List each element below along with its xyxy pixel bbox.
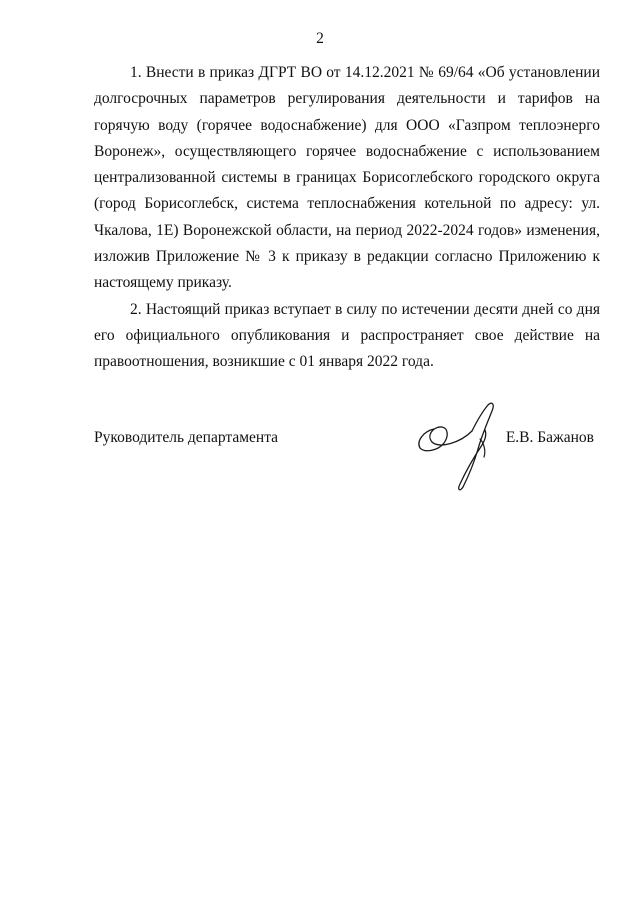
signature-block [94, 428, 600, 468]
handwritten-signature [412, 395, 512, 495]
signer-position: Руководитель департамента [94, 429, 279, 446]
signature-stroke-tall [459, 403, 493, 490]
signer-name: Е.В. Бажанов [505, 429, 594, 446]
paragraph-1: 1. Внести в приказ ДГРТ ВО от 14.12.2021 № 69/64 «Об установлении долгосрочных параметров регулирования деятельности и тарифов на горячую воду (горячее водоснабжение) для ООО «Газпром теплоэнерго Воронеж», осуществляющего горячее водоснабжение с использованием централизованной системы в границах Борисоглебского городского округа (город Борисоглебск, система теплоснабжения котельной по адресу: ул. Чкалова, 1Е) Воронежской области, на период 2022-2024 годов» изменения, изложив Приложение № 3 к приказу в редакции согласно Приложению к настоящему приказу. [94, 64, 600, 292]
page-number: 2 [316, 30, 324, 47]
signature-stroke-loop [419, 427, 472, 451]
document-body [94, 60, 600, 376]
paragraph-2: 2. Настоящий приказ вступает в силу по истечении десяти дней со дня его официального опубликования и распространяет свое действие на правоотношения, возникшие с 01 января 2022 года. [94, 300, 600, 371]
